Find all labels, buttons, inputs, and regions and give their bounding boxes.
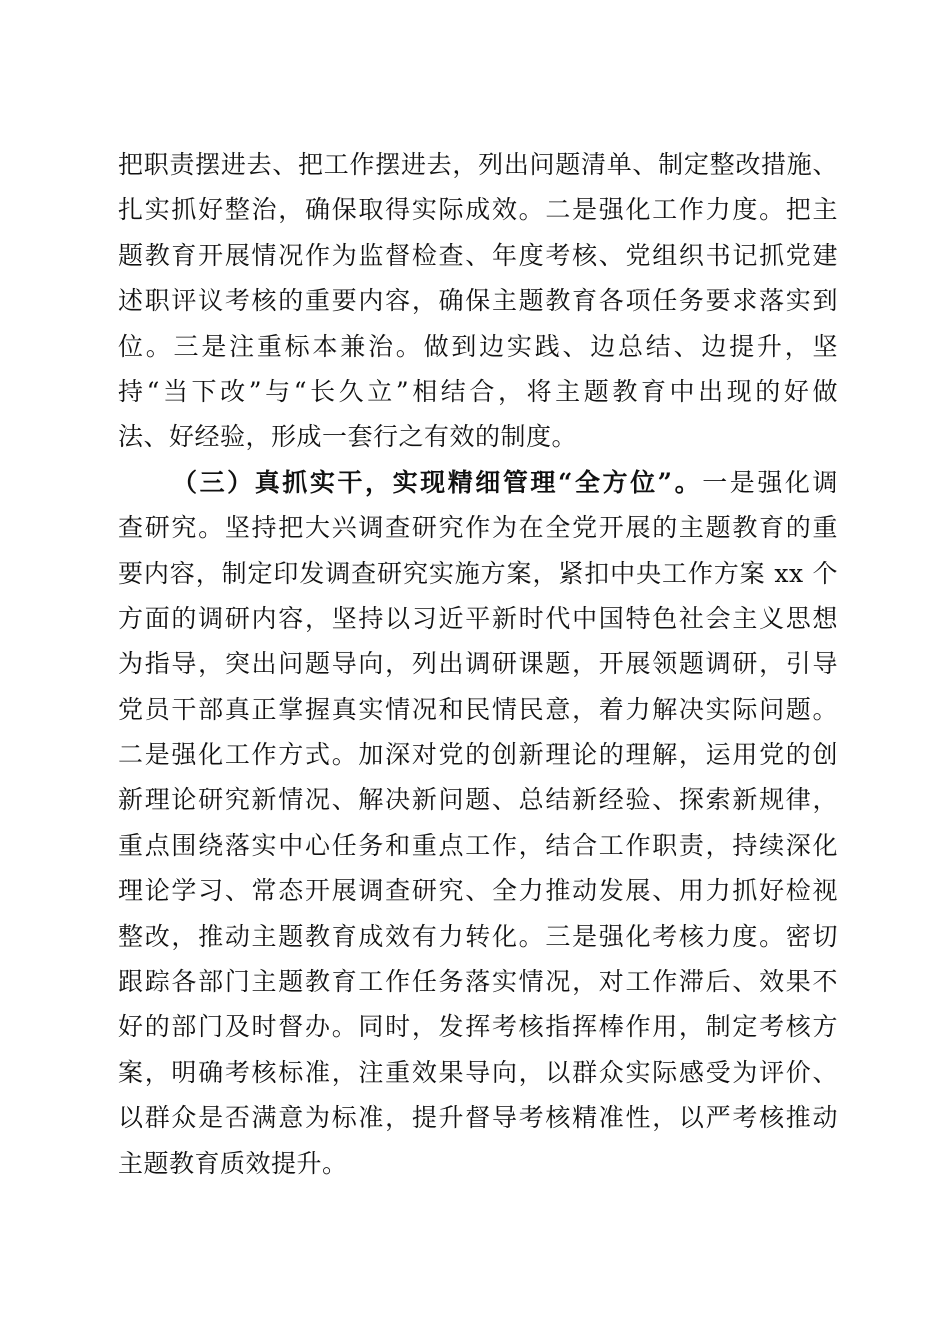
paragraph-line: 为指导，突出问题导向，列出调研课题，开展领题调研，引导 — [118, 649, 838, 679]
paragraph-line: 理论学习、常态开展调查研究、全力推动发展、用力抓好检视 — [118, 876, 838, 906]
paragraph-line: 好的部门及时督办。同时，发挥考核指挥棒作用，制定考核方 — [118, 1012, 838, 1042]
document-body — [118, 142, 838, 1186]
paragraph-line: 述职评议考核的重要内容，确保主题教育各项任务要求落实到 — [118, 286, 838, 316]
paragraph-line: 以群众是否满意为标准，提升督导考核精准性，以严考核推动 — [118, 1103, 838, 1133]
paragraph-line: 把职责摆进去、把工作摆进去，列出问题清单、制定整改措施、 — [118, 150, 838, 179]
paragraph-line: 新理论研究新情况、解决新问题、总结新经验、探索新规律， — [118, 785, 838, 815]
paragraph-line: 整改，推动主题教育成效有力转化。三是强化考核力度。密切 — [118, 921, 838, 951]
paragraph-line: 查研究。坚持把大兴调查研究作为在全党开展的主题教育的重 — [118, 513, 838, 543]
paragraph-line: 党员干部真正掌握真实情况和民情民意，着力解决实际问题。 — [118, 694, 838, 724]
paragraph-line: 扎实抓好整治，确保取得实际成效。二是强化工作力度。把主 — [118, 195, 838, 225]
paragraph-line: 持“当下改”与“长久立”相结合，将主题教育中出现的好做 — [118, 376, 838, 406]
paragraph-line: 法、好经验，形成一套行之有效的制度。 — [118, 422, 578, 452]
paragraph-line-start: 一是强化调 — [702, 467, 838, 497]
paragraph-line: 案，明确考核标准，注重效果导向，以群众实际感受为评价、 — [118, 1057, 838, 1087]
paragraph-line: 方面的调研内容，坚持以习近平新时代中国特色社会主义思想 — [118, 603, 838, 633]
paragraph-line: 二是强化工作方式。加深对党的创新理论的理解，运用党的创 — [118, 740, 838, 770]
paragraph-line: 重点围绕落实中心任务和重点工作，结合工作职责，持续深化 — [118, 830, 838, 860]
paragraph-line: 题教育开展情况作为监督检查、年度考核、党组织书记抓党建 — [118, 240, 838, 270]
paragraph-line: 要内容，制定印发调查研究实施方案，紧扣中央工作方案 xx 个 — [118, 558, 838, 588]
paragraph-line: 位。三是注重标本兼治。做到边实践、边总结、边提升，坚 — [118, 331, 838, 361]
paragraph-line: 跟踪各部门主题教育工作任务落实情况，对工作滞后、效果不 — [118, 967, 838, 997]
section-heading-line — [118, 460, 838, 505]
paragraph-line: 主题教育质效提升。 — [118, 1148, 348, 1178]
section-heading: （三）真抓实干，实现精细管理“全方位”。 — [172, 467, 703, 497]
